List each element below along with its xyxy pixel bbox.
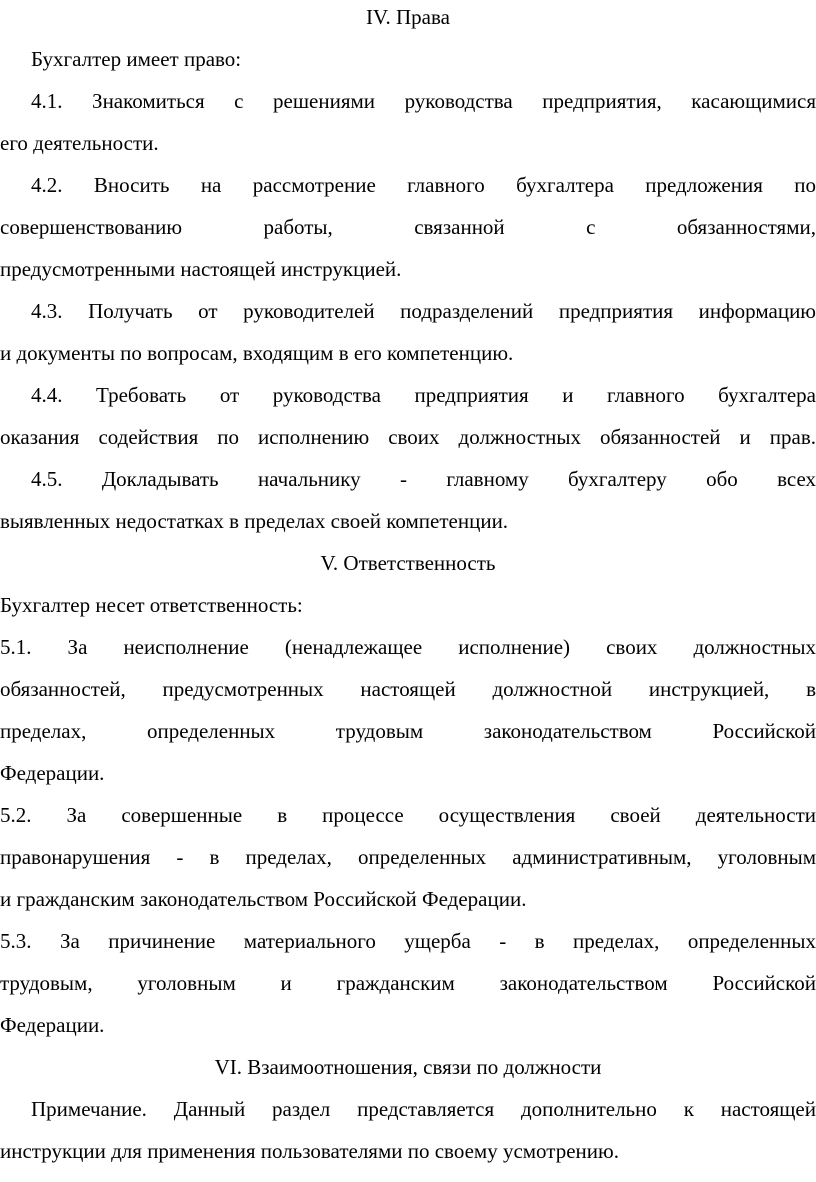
responsibility-item-5-2-line-3: и гражданским законодательством Российской Федерации. xyxy=(0,887,527,911)
rights-item-4-4-line-2: оказания содействия по исполнению своих должностных обязанностей и прав. xyxy=(0,425,816,449)
rights-item-4-5-line-2: выявленных недостатках в пределах своей компетенции. xyxy=(0,509,509,533)
responsibility-item-5-1-line-3: пределах, определенных трудовым законодательством Российской xyxy=(0,719,816,743)
rights-item-4-2-line-2: совершенствованию работы, связанной с обязанностями, xyxy=(0,215,816,239)
responsibility-item-5-3-line-2: трудовым, уголовным и гражданским законодательством Российской xyxy=(0,971,816,995)
responsibility-item-5-3-line-3: Федерации. xyxy=(0,1013,105,1037)
section-heading-responsibility: V. Ответственность xyxy=(320,551,496,575)
section-heading-relations: VI. Взаимоотношения, связи по должности xyxy=(214,1055,602,1079)
rights-item-4-3-line-2: и документы по вопросам, входящим в его компетенцию. xyxy=(0,341,514,365)
rights-intro: Бухгалтер имеет право: xyxy=(31,47,242,71)
rights-item-4-1-line-2: его деятельности. xyxy=(0,131,159,155)
responsibility-item-5-2-line-1: 5.2. За совершенные в процессе осуществления своей деятельности xyxy=(0,803,816,827)
responsibility-item-5-3-line-1: 5.3. За причинение материального ущерба - в пределах, определенных xyxy=(0,929,816,953)
section-heading-rights: IV. Права xyxy=(366,5,450,29)
responsibility-intro: Бухгалтер несет ответственность: xyxy=(0,593,303,617)
responsibility-item-5-1-line-4: Федерации. xyxy=(0,761,105,785)
relations-note-line-1: Примечание. Данный раздел представляется дополнительно к настоящей xyxy=(31,1097,816,1121)
responsibility-item-5-2-line-2: правонарушения - в пределах, определенных административным, уголовным xyxy=(0,845,816,869)
rights-item-4-3-line-1: 4.3. Получать от руководителей подразделений предприятия информацию xyxy=(31,299,816,323)
relations-note-line-2: инструкции для применения пользователями по своему усмотрению. xyxy=(0,1139,619,1163)
rights-item-4-1-line-1: 4.1. Знакомиться с решениями руководства предприятия, касающимися xyxy=(31,89,816,113)
rights-item-4-2-line-3: предусмотренными настоящей инструкцией. xyxy=(0,257,402,281)
rights-item-4-5-line-1: 4.5. Докладывать начальнику - главному бухгалтеру обо всех xyxy=(31,467,816,491)
rights-item-4-4-line-1: 4.4. Требовать от руководства предприятия и главного бухгалтера xyxy=(31,383,816,407)
responsibility-item-5-1-line-2: обязанностей, предусмотренных настоящей должностной инструкцией, в xyxy=(0,677,816,701)
responsibility-item-5-1-line-1: 5.1. За неисполнение (ненадлежащее исполнение) своих должностных xyxy=(0,635,816,659)
rights-item-4-2-line-1: 4.2. Вносить на рассмотрение главного бухгалтера предложения по xyxy=(31,173,816,197)
